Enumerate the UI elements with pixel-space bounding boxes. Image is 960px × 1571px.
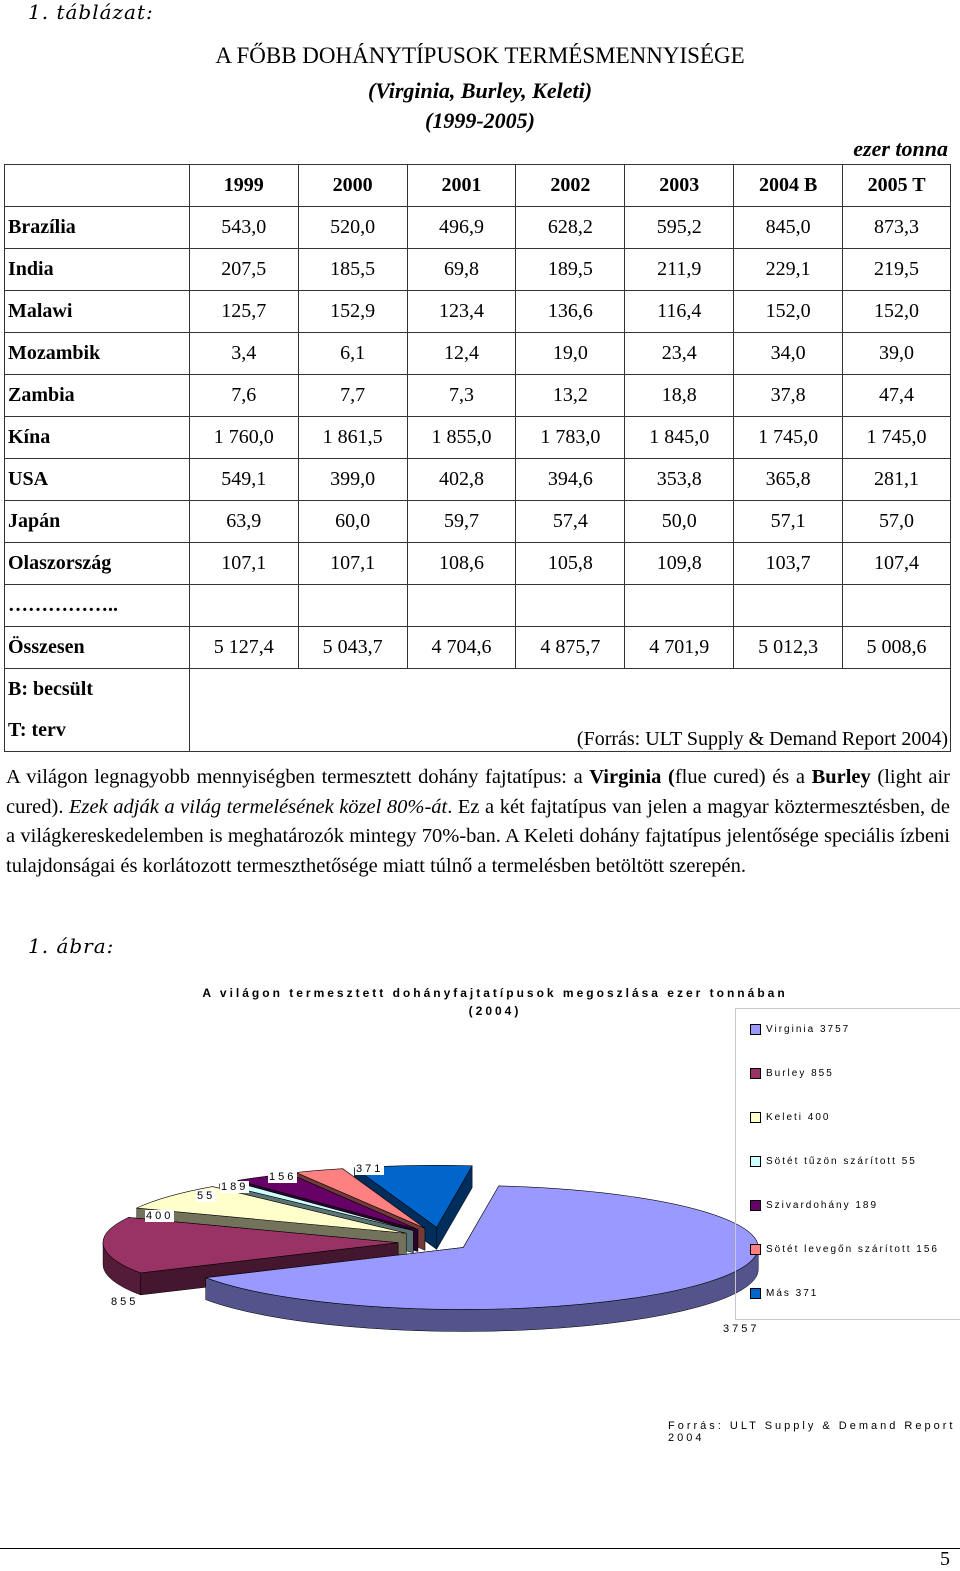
total-label: Összesen [5,627,190,669]
column-header: 2002 [516,165,625,207]
table-cell: 116,4 [625,291,734,333]
page-number: 5 [940,1548,950,1570]
table-cell: 103,7 [734,543,843,585]
table-cell: 496,9 [407,207,516,249]
table-cell: 136,6 [516,291,625,333]
legend-label: Más 371 [766,1288,819,1299]
pie-data-label: 3757 [723,1323,760,1335]
legend-item [750,1024,850,1035]
table-cell: 39,0 [843,333,951,375]
column-header: 2004 B [734,165,843,207]
table-cell: 7,6 [189,375,298,417]
table-cell: 107,4 [843,543,951,585]
table-cell: 281,1 [843,459,951,501]
column-header: 2000 [298,165,407,207]
total-cell: 5 043,7 [298,627,407,669]
row-country: Zambia [5,375,190,417]
legend-swatch [750,1288,761,1299]
legend-swatch [750,1200,761,1211]
row-country: Mozambik [5,333,190,375]
total-cell: 4 704,6 [407,627,516,669]
table-cell: 402,8 [407,459,516,501]
paragraph-text: flue cured) és a [674,766,812,788]
row-country: Olaszország [5,543,190,585]
legend-label: Keleti 400 [766,1112,831,1123]
pie-data-label: 371 [356,1163,384,1175]
table-caption: 1. táblázat: [28,0,154,24]
row-country: Japán [5,501,190,543]
table-cell: 1 745,0 [843,417,951,459]
chart-source: Forrás: ULT Supply & Demand Report 2004 [668,1420,956,1444]
legend-item [750,1244,939,1255]
table-cell: 105,8 [516,543,625,585]
table-cell: 57,4 [516,501,625,543]
table-cell: 59,7 [407,501,516,543]
note-estimated: B: becsült [5,669,190,711]
table-cell: 60,0 [298,501,407,543]
figure-caption: 1. ábra: [28,934,115,958]
table-cell: 19,0 [516,333,625,375]
table-cell: 13,2 [516,375,625,417]
table-cell: 107,1 [298,543,407,585]
legend-label: Virginia 3757 [766,1024,851,1035]
total-cell: 5 012,3 [734,627,843,669]
table-cell: 57,1 [734,501,843,543]
legend-item [750,1068,834,1079]
legend-swatch [750,1156,761,1167]
table-cell: 399,0 [298,459,407,501]
total-cell: 4 701,9 [625,627,734,669]
table-source: (Forrás: ULT Supply & Demand Report 2004) [189,669,950,752]
table-cell: 23,4 [625,333,734,375]
table-cell: 63,9 [189,501,298,543]
table-cell: 6,1 [298,333,407,375]
pie-data-label: 156 [269,1171,297,1183]
paragraph-text: . Ez a két fajtatípus van jelen a magyar köztermesztésben, de a világkereskedelemben is meghatározók mintegy 70%-ban. A Keleti dohány fajtatípus jelentősége speciális ízbeni tulajdonságai és korlátozott termeszthetősége miatt túlnő a termelésben betöltött szerepén. [6,795,951,877]
table-cell: 1 855,0 [407,417,516,459]
total-cell: 5 008,6 [843,627,951,669]
column-header: 2005 T [843,165,951,207]
table-cell: 1 845,0 [625,417,734,459]
legend-swatch [750,1112,761,1123]
table-cell: 1 760,0 [189,417,298,459]
row-country: India [5,249,190,291]
table-cell: 219,5 [843,249,951,291]
table-cell: 37,8 [734,375,843,417]
table-cell: 47,4 [843,375,951,417]
table-cell: 543,0 [189,207,298,249]
legend-label: Szivardohány 189 [766,1200,879,1211]
pie-data-label: 855 [111,1296,139,1308]
table-cell: 185,5 [298,249,407,291]
legend-item [750,1112,830,1123]
table-cell: 57,0 [843,501,951,543]
pie-data-label: 189 [221,1181,249,1193]
legend-label: Sötét tűzön szárított 55 [766,1156,917,1167]
table-cell: 152,9 [298,291,407,333]
total-cell: 4 875,7 [516,627,625,669]
row-country: Brazília [5,207,190,249]
table-cell: 873,3 [843,207,951,249]
table-subtitle-types: (Virginia, Burley, Keleti) [367,78,593,103]
legend-swatch [750,1024,761,1035]
table-cell: 394,6 [516,459,625,501]
table-cell: 211,9 [625,249,734,291]
column-header: 2003 [625,165,734,207]
legend-swatch [750,1068,761,1079]
table-cell: 1 861,5 [298,417,407,459]
total-cell: 5 127,4 [189,627,298,669]
row-country: Malawi [5,291,190,333]
footer-rule [0,1548,960,1549]
table-cell: 7,7 [298,375,407,417]
paragraph-text: A világon legnagyobb mennyiségben termesztett dohány fajtatípus: a [6,766,590,788]
table-cell: 3,4 [189,333,298,375]
table-cell: 207,5 [189,249,298,291]
legend-label: Sötét levegőn szárított 156 [766,1244,939,1255]
note-plan: T: terv [5,710,190,752]
table-cell: 109,8 [625,543,734,585]
table-cell: 18,8 [625,375,734,417]
paragraph-bold-burley: Burley [811,766,871,788]
table-cell: 69,8 [407,249,516,291]
table-cell: 189,5 [516,249,625,291]
table-cell: 845,0 [734,207,843,249]
table-cell: 365,8 [734,459,843,501]
chart-title: A világon termesztett dohányfajtatípusok megoszlása ezer tonnában (2004) [202,986,788,1018]
table-cell: 7,3 [407,375,516,417]
table-subtitle-years: (1999-2005) [425,108,535,133]
table-cell: 229,1 [734,249,843,291]
table-cell: 123,4 [407,291,516,333]
row-country: USA [5,459,190,501]
table-cell: 34,0 [734,333,843,375]
table-cell: 50,0 [625,501,734,543]
table-title: A FŐBB DOHÁNYTÍPUSOK TERMÉSMENNYISÉGE [215,43,745,68]
paragraph-bold-virginia: Virginia ( [589,766,675,788]
legend-label: Burley 855 [766,1068,834,1079]
table-cell: 108,6 [407,543,516,585]
legend-swatch [750,1244,761,1255]
legend-item [750,1200,878,1211]
table-cell: 549,1 [189,459,298,501]
column-header: 2001 [407,165,516,207]
legend-item [750,1156,917,1167]
table-cell: 595,2 [625,207,734,249]
table-cell: 12,4 [407,333,516,375]
table-cell: 1 745,0 [734,417,843,459]
column-header: 1999 [189,165,298,207]
table-cell: 125,7 [189,291,298,333]
legend-item [750,1288,818,1299]
paragraph-italic: Ezek adják a világ termelésének közel 80%-át [69,795,448,818]
table-cell: 353,8 [625,459,734,501]
table-cell: 628,2 [516,207,625,249]
pie-data-label: 55 [197,1190,216,1202]
table-cell: 1 783,0 [516,417,625,459]
row-country: Kína [5,417,190,459]
table-cell: 152,0 [843,291,951,333]
table-cell: 520,0 [298,207,407,249]
table-cell: 152,0 [734,291,843,333]
pie-data-label: 400 [146,1210,174,1222]
unit-label: ezer tonna [853,136,948,161]
paragraph-text: (light air cured). [6,766,950,818]
ellipsis-cell: …………….. [5,585,190,627]
table-cell: 107,1 [189,543,298,585]
